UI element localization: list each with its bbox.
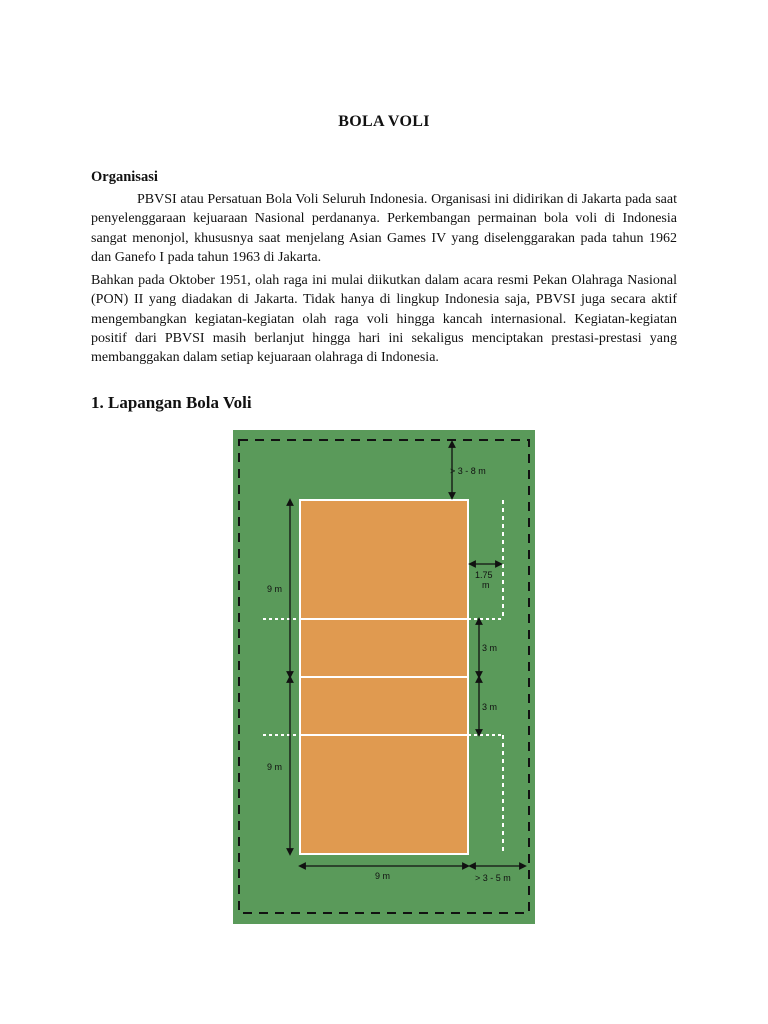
label-service-zone-width-2: m <box>482 580 490 590</box>
sub-heading-lapangan: 1. Lapangan Bola Voli <box>91 393 252 412</box>
label-free-zone-end: > 3 - 8 m <box>450 466 486 476</box>
volleyball-court-diagram <box>233 430 535 924</box>
label-service-zone-width-1: 1.75 <box>475 570 493 580</box>
label-court-width: 9 m <box>375 871 391 881</box>
label-free-zone-side: > 3 - 5 m <box>475 873 511 883</box>
document-title: BOLA VOLI <box>338 113 430 130</box>
label-half-length-top: 9 m <box>267 584 283 594</box>
label-attack-zone-top: 3 m <box>482 643 498 653</box>
label-attack-zone-bottom: 3 m <box>482 702 498 712</box>
section-heading-organisasi: Organisasi <box>91 169 158 185</box>
label-half-length-bottom: 9 m <box>267 762 283 772</box>
court-diagram-svg <box>233 430 535 924</box>
paragraph-organisasi-2: Bahkan pada Oktober 1951, olah raga ini mulai diikutkan dalam acara resmi Pekan Olahraga Nasional (PON) II yang diadakan di Jakarta. Tidak hanya di lingkup Indonesia saja, PBVSI juga secara aktif mengembangkan kegiatan-kegiatan olah raga voli hingga kancah internasional. Kegiatan-kegiatan positif dari PBVSI masih berlanjut hingga hari ini sekaligus menciptakan prestasi-prestasi yang membanggakan dalam setiap kejuaraan olahraga di Indonesia. <box>91 273 677 366</box>
paragraph-organisasi-1: PBVSI atau Persatuan Bola Voli Seluruh Indonesia. Organisasi ini didirikan di Jakarta pada saat penyelenggaraan kejuaraan Nasional perdananya. Perkembangan permainan bola voli di Indonesia sangat menonjol, khususnya saat menjelang Asian Games IV yang diselenggarakan pada tahun 1962 dan Ganefo I pada tahun 1963 di Jakarta. <box>91 192 677 265</box>
